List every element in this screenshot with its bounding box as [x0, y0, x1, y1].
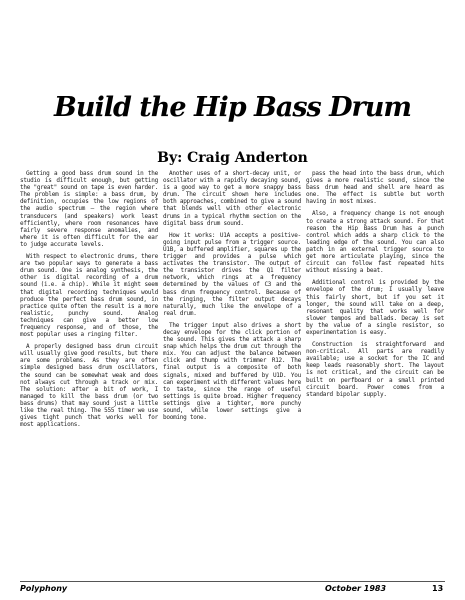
footer-publication: Polyphony [20, 584, 68, 593]
paragraph: Another uses of a short-decay unit, or oscillator with a rapidly decaying sound, is a good way to get a more snappy bass drum. The circuit shown here includes both approaches, combined to give a sound that blends well with other electronic drums in a typical rhythm section on the digital bass drum sound. [163, 170, 301, 227]
paragraph: Getting a good bass drum sound in the studio is difficult enough, but getting the "great" sound on tape is even harder. The problem is simple: a bass drum, by definition, occupies the low regions of the audio spectrum — the region where transducers (and speakers) work least efficiently, where room resonances have fairly severe response anomalies, and where it is often difficult for the ear to judge accurate levels. [20, 170, 158, 248]
paragraph: Additional control is provided by the envelope of the drum; I usually leave this fairly short, but if you set it longer, the sound will take on a deep, resonant quality that works well for slower tempos and ballads. Decay is set by the value of a single resistor, so experimentation is easy. [306, 279, 444, 336]
footer-divider [20, 581, 445, 582]
paragraph: A properly designed bass drum circuit will usually give good results, but there are some problems. As they are often simple designed bass drum oscillators, the sound can be somewhat weak and does not always cut through a track or mix. The solution: after a bit of work, I managed to kill the bass drum (or two bass drums) that may sound just a little like the real thing. The 555 timer we use gives tight punch that works well for most applications. [20, 343, 158, 429]
footer-date: October 1983 [325, 584, 387, 593]
text-column-1 [20, 170, 158, 570]
paragraph: pass the head into the bass drum, which gives a more realistic sound, since the bass drum head and shell are heard as one. The effect is subtle but worth having in most mixes. [306, 170, 444, 206]
paragraph: The trigger input also drives a short decay envelope for the click portion of the sound. This gives the attack a sharp snap which helps the drum cut through the mix. You can adjust the balance between click and thump with trimmer R12. The final output is a composite of both signals, mixed and buffered by U1D. You can experiment with different values here to taste, since the range of useful settings is quite broad. Higher frequency settings give a tighter, more punchy sound, while lower settings give a booming tone. [163, 321, 301, 422]
paragraph: With respect to electronic drums, there are two popular ways to generate a bass drum sound. One is analog synthesis, the other is digital recording of a drum sound (i.e. a chip). While it might seem that digital recording techniques would produce the perfect bass drum sound, in practice quite often the result is a more realistic, punchy sound. Analog techniques can give a better low frequency response, and of those, the most popular uses a ringing filter. [20, 253, 158, 339]
page-number: 13 [432, 584, 444, 593]
text-column-2 [163, 170, 301, 570]
article-byline: By: Craig Anderton [157, 150, 308, 166]
paragraph: Construction is straightforward and non-critical. All parts are readily available; use a socket for the IC and keep leads reasonably short. The layout is not critical, and the circuit can be built on perfboard or a small printed circuit board. Power comes from a standard bipolar supply. [306, 341, 444, 398]
text-column-3 [306, 170, 444, 570]
paragraph: How it works: U1A accepts a positive-going input pulse from a trigger source. U1B, a buffered amplifier, squares up the trigger and provides a pulse which activates the transistor. The output of the transistor drives the Q1 filter network, which rings at a frequency determined by the values of C3 and the bass drum frequency control. Because of the ringing, the filter output decays naturally, much like the envelope of a real drum. [163, 231, 301, 317]
paragraph: Also, a frequency change is not enough to create a strong attack sound. For that reason the Hip Bass Drum has a punch control which adds a sharp click to the leading edge of the sound. You can also patch in an external trigger source to get more articulate playing, since the circuit can follow fast repeated hits without missing a beat. [306, 210, 444, 275]
article-title: Build the Hip Bass Drum [54, 92, 411, 123]
